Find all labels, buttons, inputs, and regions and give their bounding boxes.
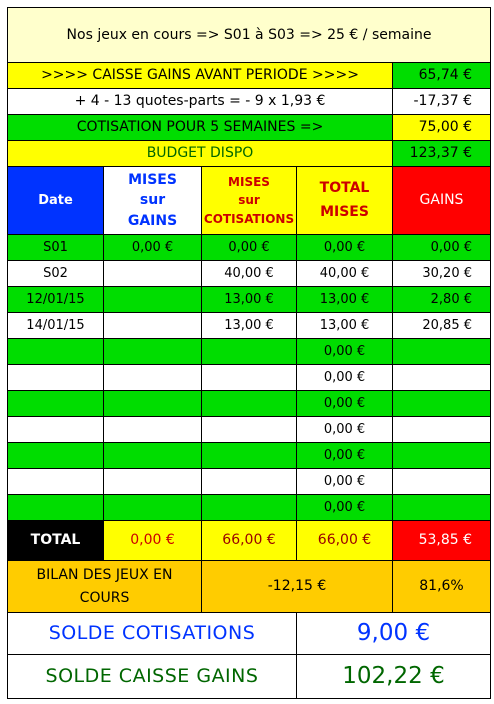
total-total-mises[interactable]: 66,00 €: [297, 521, 393, 561]
cell-mises-gains[interactable]: [104, 261, 202, 287]
cell-mises-cotisations[interactable]: [202, 443, 297, 469]
cell-mises-cotisations[interactable]: 0,00 €: [202, 235, 297, 261]
cell-total-mises[interactable]: 13,00 €: [297, 313, 393, 339]
column-header-mises-gains-line1: MISES: [128, 172, 177, 189]
cell-mises-gains[interactable]: [104, 443, 202, 469]
cell-date[interactable]: 12/01/15: [7, 287, 104, 313]
cell-gains[interactable]: [393, 469, 491, 495]
column-header-total-mises-line1: TOTAL: [319, 179, 370, 196]
column-header-mises-cotisations-line3: COTISATIONS: [203, 211, 295, 226]
summary-row-cotisation: [7, 115, 491, 141]
solde-gains-value[interactable]: 102,22 €: [297, 655, 491, 699]
table-row: [7, 339, 491, 365]
cell-mises-gains[interactable]: [104, 417, 202, 443]
cell-total-mises[interactable]: 40,00 €: [297, 261, 393, 287]
cell-mises-cotisations[interactable]: 13,00 €: [202, 287, 297, 313]
cell-date[interactable]: S02: [7, 261, 104, 287]
solde-cotisations-label[interactable]: SOLDE COTISATIONS: [7, 613, 297, 655]
cell-mises-gains[interactable]: [104, 391, 202, 417]
column-header-mises-cotisations-line2: sur: [238, 193, 260, 208]
cell-mises-cotisations[interactable]: [202, 339, 297, 365]
cell-mises-gains[interactable]: [104, 313, 202, 339]
cell-date[interactable]: [7, 495, 104, 521]
total-label[interactable]: TOTAL: [7, 521, 104, 561]
cell-gains[interactable]: [393, 365, 491, 391]
summary-row-caisse: [7, 63, 491, 89]
cell-total-mises[interactable]: 0,00 €: [297, 417, 393, 443]
column-header-gains[interactable]: GAINS: [393, 167, 491, 235]
bilan-label-line2: COURS: [79, 589, 130, 606]
column-header-total-mises-line2: MISES: [320, 203, 369, 220]
column-header-date[interactable]: Date: [7, 167, 104, 235]
cell-gains[interactable]: [393, 495, 491, 521]
cell-gains[interactable]: [393, 417, 491, 443]
column-header-row: [7, 167, 491, 235]
table-row: [7, 469, 491, 495]
table-row: [7, 287, 491, 313]
total-row: [7, 521, 491, 561]
cell-date[interactable]: [7, 417, 104, 443]
column-header-mises-gains[interactable]: [104, 167, 202, 235]
cell-mises-gains[interactable]: [104, 287, 202, 313]
bilan-row: [7, 561, 491, 613]
bilan-percent[interactable]: 81,6%: [393, 561, 491, 613]
cell-gains[interactable]: 0,00 €: [393, 235, 491, 261]
table-row: [7, 391, 491, 417]
cell-date[interactable]: [7, 339, 104, 365]
cell-date[interactable]: [7, 365, 104, 391]
total-mises-gains[interactable]: 0,00 €: [104, 521, 202, 561]
cell-date[interactable]: 14/01/15: [7, 313, 104, 339]
cell-total-mises[interactable]: 13,00 €: [297, 287, 393, 313]
column-header-mises-cotisations-line1: MISES: [228, 174, 270, 189]
summary-label-budget[interactable]: BUDGET DISPO: [7, 141, 393, 167]
bilan-label-line1: BILAN DES JEUX EN: [36, 567, 173, 584]
header-title[interactable]: Nos jeux en cours => S01 à S03 => 25 € / semaine: [7, 7, 491, 63]
column-header-total-mises[interactable]: [297, 167, 393, 235]
cell-gains[interactable]: 2,80 €: [393, 287, 491, 313]
cell-total-mises[interactable]: 0,00 €: [297, 469, 393, 495]
cell-gains[interactable]: 30,20 €: [393, 261, 491, 287]
table-row: [7, 417, 491, 443]
cell-mises-cotisations[interactable]: 40,00 €: [202, 261, 297, 287]
summary-label-cotisation[interactable]: COTISATION POUR 5 SEMAINES =>: [7, 115, 393, 141]
table-row: [7, 443, 491, 469]
total-gains[interactable]: 53,85 €: [393, 521, 491, 561]
cell-total-mises[interactable]: 0,00 €: [297, 235, 393, 261]
cell-date[interactable]: [7, 391, 104, 417]
table-row: [7, 235, 491, 261]
summary-value-cotisation[interactable]: 75,00 €: [393, 115, 491, 141]
header-row: [7, 7, 491, 63]
cell-total-mises[interactable]: 0,00 €: [297, 443, 393, 469]
solde-gains-row: [7, 655, 491, 699]
cell-mises-gains[interactable]: [104, 365, 202, 391]
cell-gains[interactable]: [393, 339, 491, 365]
cell-total-mises[interactable]: 0,00 €: [297, 339, 393, 365]
cell-date[interactable]: S01: [7, 235, 104, 261]
cell-mises-cotisations[interactable]: [202, 469, 297, 495]
cell-gains[interactable]: [393, 391, 491, 417]
table-row: [7, 313, 491, 339]
table-row: [7, 365, 491, 391]
cell-mises-cotisations[interactable]: [202, 365, 297, 391]
cell-mises-gains[interactable]: [104, 339, 202, 365]
table-row: [7, 495, 491, 521]
cell-mises-cotisations[interactable]: [202, 495, 297, 521]
column-header-mises-gains-line3: GAINS: [127, 212, 178, 229]
solde-gains-label[interactable]: SOLDE CAISSE GAINS: [7, 655, 297, 699]
summary-value-caisse[interactable]: 65,74 €: [393, 63, 491, 89]
solde-cotisations-value[interactable]: 9,00 €: [297, 613, 491, 655]
cell-date[interactable]: [7, 443, 104, 469]
cell-total-mises[interactable]: 0,00 €: [297, 391, 393, 417]
table-row: [7, 261, 491, 287]
summary-row-budget: [7, 141, 491, 167]
cell-gains[interactable]: [393, 443, 491, 469]
cell-mises-gains[interactable]: 0,00 €: [104, 235, 202, 261]
solde-cotisations-row: [7, 613, 491, 655]
cell-mises-gains[interactable]: [104, 495, 202, 521]
summary-label-caisse[interactable]: >>>> CAISSE GAINS AVANT PERIODE >>>>: [7, 63, 393, 89]
column-header-mises-cotisations[interactable]: [202, 167, 297, 235]
bilan-label[interactable]: [7, 561, 202, 613]
cell-mises-cotisations[interactable]: 13,00 €: [202, 313, 297, 339]
summary-row-quotes: [7, 89, 491, 115]
bilan-value[interactable]: -12,15 €: [202, 561, 393, 613]
cell-date[interactable]: [7, 469, 104, 495]
total-mises-cotisations[interactable]: 66,00 €: [202, 521, 297, 561]
summary-label-quotes[interactable]: + 4 - 13 quotes-parts = - 9 x 1,93 €: [7, 89, 393, 115]
column-header-mises-gains-line2: sur: [139, 192, 166, 209]
cell-gains[interactable]: 20,85 €: [393, 313, 491, 339]
cell-total-mises[interactable]: 0,00 €: [297, 365, 393, 391]
summary-value-quotes[interactable]: -17,37 €: [393, 89, 491, 115]
cell-mises-cotisations[interactable]: [202, 391, 297, 417]
summary-value-budget[interactable]: 123,37 €: [393, 141, 491, 167]
cell-total-mises[interactable]: 0,00 €: [297, 495, 393, 521]
cell-mises-cotisations[interactable]: [202, 417, 297, 443]
cell-mises-gains[interactable]: [104, 469, 202, 495]
